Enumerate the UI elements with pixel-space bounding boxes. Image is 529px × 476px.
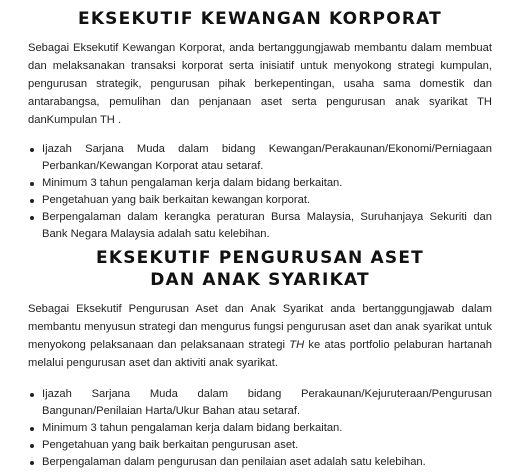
requirement-item: Minimum 3 tahun pengalaman kerja dalam bidang berkaitan. — [42, 420, 492, 437]
job-description: Sebagai Eksekutif Kewangan Korporat, anda bertanggungjawab membantu dalam membuat dan melaksanakan transaksi korporat serta inisiatif untuk menyokong strategi kumpulan, pengurusan strategik, pengurusan pihak berkepentingan, usaha sama domestik dan antarabangsa, pemulihan dan penjanaan aset serta pengurusan anak syarikat TH danKumpulan TH . — [28, 42, 492, 126]
requirement-item: Berpengalaman dalam pengurusan dan penilaian aset adalah satu kelebihan. — [42, 454, 492, 471]
job-title — [28, 247, 492, 291]
description-text: Sebagai Eksekutif Pengurusan Aset dan Anak Syarikat anda bertanggungjawab dalam membantu menyusun strategi dan mengurus fungsi pengurusan aset dan anak syarikat untuk menyokong pelaksanaan dan pelaksanaan strategi — [28, 303, 492, 351]
job-title: EKSEKUTIF KEWANGAN KORPORAT — [78, 9, 442, 29]
requirement-item: Ijazah Sarjana Muda dalam bidang Kewangan/Perakaunan/Ekonomi/Perniagaan Perbankan/Kewangan Korporat atau setaraf. — [42, 141, 492, 175]
description-emphasis: TH — [289, 339, 305, 351]
job-description — [28, 300, 492, 372]
requirement-item: Pengetahuan yang baik berkaitan pengurusan aset. — [42, 437, 492, 454]
job-title-line-1: EKSEKUTIF PENGURUSAN ASET — [96, 248, 424, 268]
requirement-item: Berpengalaman dalam kerangka peraturan Bursa Malaysia, Suruhanjaya Sekuriti dan Bank Negara Malaysia adalah satu kelebihan. — [42, 209, 492, 243]
job-section-corporate-finance — [28, 8, 492, 243]
requirement-item: Minimum 3 tahun pengalaman kerja dalam bidang berkaitan. — [42, 175, 492, 192]
job-title-line-2: DAN ANAK SYARIKAT — [150, 270, 370, 290]
requirements-list — [28, 141, 492, 243]
requirements-list — [28, 386, 492, 471]
job-section-asset-management — [28, 247, 492, 471]
requirement-item: Pengetahuan yang baik berkaitan kewangan korporat. — [42, 192, 492, 209]
description-text: ke atas portfolio pelaburan hartanah melalui pengurusan aset dan aktiviti anak syarikat. — [28, 339, 492, 369]
requirement-item: Ijazah Sarjana Muda dalam bidang Perakaunan/Kejuruteraan/Pengurusan Bangunan/Penilaian Harta/Ukur Bahan atau setaraf. — [42, 386, 492, 420]
